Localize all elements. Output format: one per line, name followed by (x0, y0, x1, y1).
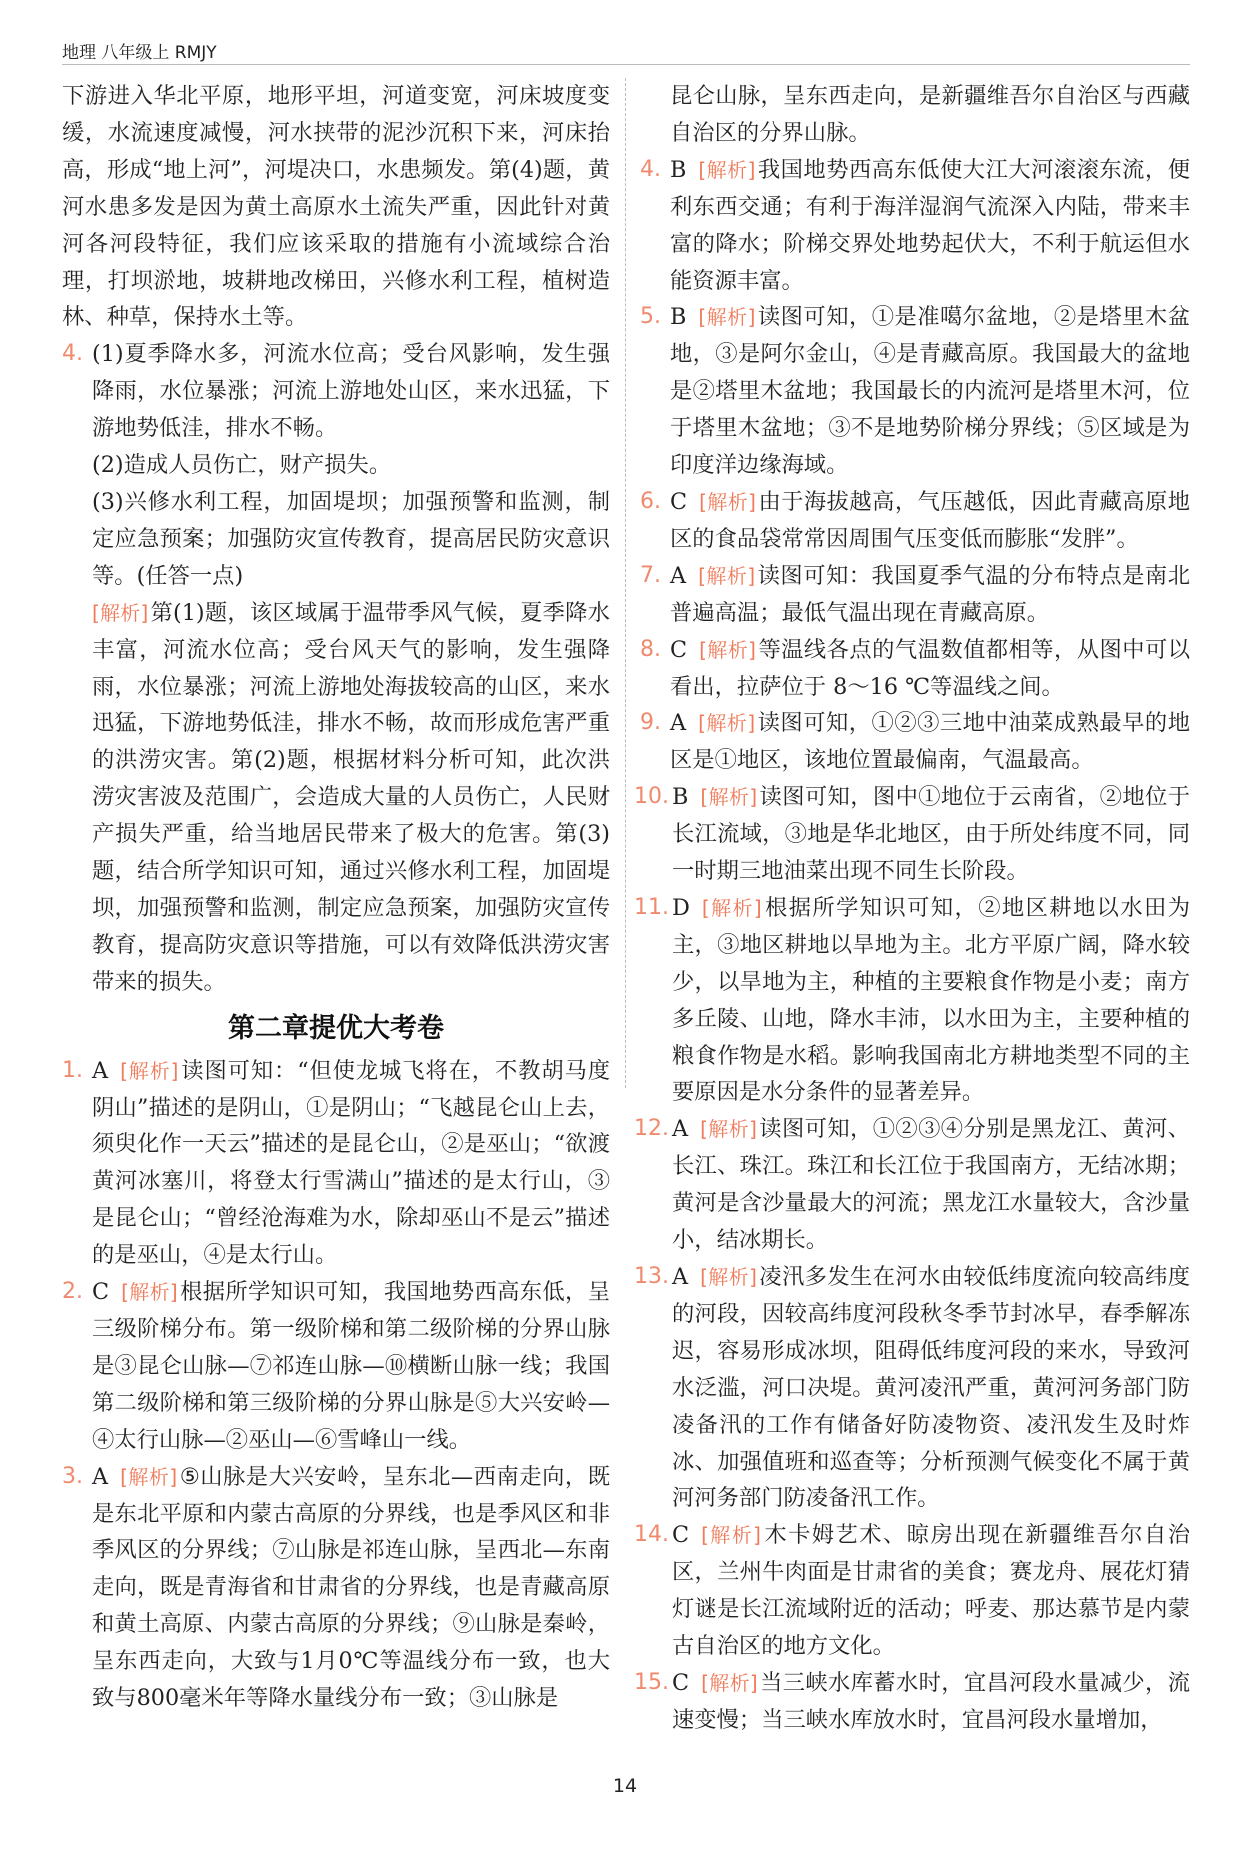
analysis-text: 木卡姆艺术、晾房出现在新疆维吾尔自治区，兰州牛肉面是甘肃省的美食；赛龙舟、展花灯猜灯谜是长江流域附近的活动；呼麦、那达慕节是内蒙古自治区的地方文化。 (672, 1522, 1190, 1660)
analysis-text: 读图可知，①是准噶尔盆地，②是塔里木盆地，③是阿尔金山，④是青藏高原。我国最大的盆地是②塔里木盆地；我国最长的内流河是塔里木河，位于塔里木盆地；③不是地势阶梯分界线；⑤区域是为印度洋边缘海域。 (670, 304, 1190, 479)
analysis-tag: [解析] (698, 711, 756, 736)
item-number: 14. (634, 1522, 669, 1548)
item-number: 5. (640, 304, 661, 330)
answer-item-11 (634, 890, 1190, 1111)
answer-item-14 (634, 1517, 1190, 1665)
answer-letter: C (670, 636, 688, 663)
analysis-text: ⑤山脉是大兴安岭，呈东北—西南走向，既是东北平原和内蒙古高原的分界线，也是季风区和非季风区的分界线；⑦山脉是祁连山脉，呈西北—东南走向，既是青海省和甘肃省的分界线，也是青藏高原和黄土高原、内蒙古高原的分界线；⑨山脉是秦岭，呈东西走向，大致与1月0℃等温线分布一致，也大致与800毫米年等降水量线分布一致；③山脉是 (92, 1463, 610, 1712)
q4-analysis-text: 第(1)题，该区域属于温带季风气候，夏季降水丰富，河流水位高；受台风天气的影响，发生强降雨，水位暴涨；河流上游地处海拔较高的山区，来水迅猛，下游地势低洼，排水不畅，故而形成危害严重的洪涝灾害。第(2)题，根据材料分析可知，此次洪涝灾害波及范围广，会造成大量的人员伤亡，人民财产损失严重，给当地居民带来了极大的危害。第(3)题，结合所学知识可知，通过兴修水利工程，加固堤坝，加强预警和监测，制定应急预案，加强防灾宣传教育，提高防灾意识等措施，可以有效降低洪涝灾害带来的损失。 (92, 599, 610, 995)
item-number: 1. (62, 1057, 83, 1083)
answer-letter: B (672, 784, 689, 811)
answer-letter: B (670, 156, 687, 183)
answer-item-6 (640, 484, 1190, 558)
answer-letter: C (92, 1279, 110, 1306)
analysis-tag: [解析] (698, 157, 756, 182)
analysis-tag: [解析] (701, 1670, 758, 1695)
analysis-text: 当三峡水库蓄水时，宜昌河段水量减少，流速变慢；当三峡水库放水时，宜昌河段水量增加， (672, 1669, 1190, 1733)
analysis-text: 读图可知：“但使龙城飞将在，不教胡马度阴山”描述的是阴山，①是阴山；“飞越昆仑山上去，须臾化作一天云”描述的是昆仑山，②是巫山；“欲渡黄河冰塞川，将登太行雪满山”描述的是太行山，③是昆仑山；“曾经沧海难为水，除却巫山不是云”描述的是巫山，④是太行山。 (92, 1057, 611, 1269)
answer-item-5 (640, 299, 1190, 484)
analysis-text: 等温线各点的气温数值都相等，从图中可以看出，拉萨位于 8～16 ℃等温线之间。 (670, 636, 1190, 700)
analysis-text: 根据所学知识可知，我国地势西高东低，呈三级阶梯分布。第一级阶梯和第二级阶梯的分界山脉是③昆仑山脉—⑦祁连山脉—⑩横断山脉一线；我国第二级阶梯和第三级阶梯的分界山脉是⑤大兴安岭—④太行山脉—②巫山—⑥雪峰山一线。 (92, 1279, 610, 1453)
left-intro-paragraph: 下游进入华北平原，地形平坦，河道变宽，河床坡度变缓，水流速度减慢，河水挟带的泥沙沉积下来，河床抬高，形成“地上河”，河堤决口，水患频发。第(4)题，黄河水患多发是因为黄土高原水土流失严重，因此针对黄河各河段特征，我们应该采取的措施有小流域综合治理，打坝淤地，坡耕地改梯田，兴修水利工程，植树造林、种草，保持水土等。 (62, 83, 610, 331)
answer-item-2 (62, 1274, 610, 1459)
analysis-tag: [解析] (700, 785, 758, 810)
answer-letter: C (670, 488, 688, 515)
q4-part-2: (2)造成人员伤亡，财产损失。 (92, 452, 392, 479)
item-number: 7. (640, 562, 661, 588)
analysis-tag: [解析] (120, 1464, 178, 1489)
analysis-text: 读图可知，①②③④分别是黑龙江、黄河、长江、珠江。珠江和长江位于我国南方，无结冰期；黄河是含沙量最大的河流；黑龙江水量较大，含沙量小，结冰期长。 (672, 1116, 1190, 1254)
answer-letter: C (672, 1669, 690, 1696)
analysis-text: 根据所学知识可知，②地区耕地以水田为主，③地区耕地以旱地为主。北方平原广阔，降水较少，以旱地为主，种植的主要粮食作物是小麦；南方多丘陵、山地，降水丰沛，以水田为主，主要种植的粮食作物是水稻。影响我国南北方耕地类型不同的主要原因是水分条件的显著差异。 (672, 894, 1190, 1106)
analysis-text: 读图可知，图中①地位于云南省，②地位于长江流域，③地是华北地区，由于所处纬度不同，同一时期三地油菜出现不同生长阶段。 (672, 784, 1190, 885)
page-number: 14 (612, 1775, 638, 1797)
item-number: 9. (640, 710, 661, 736)
answer-letter: A (670, 562, 687, 589)
analysis-tag: [解析] (698, 563, 756, 588)
answer-item-3 (62, 1459, 610, 1717)
answer-letter: A (670, 710, 687, 737)
item-number: 15. (634, 1669, 669, 1695)
answer-item-1 (62, 1053, 610, 1274)
item-number: 8. (640, 636, 661, 662)
answer-item-13 (634, 1259, 1190, 1517)
analysis-tag: [解析] (121, 1280, 178, 1305)
item-number: 3. (62, 1463, 83, 1489)
analysis-tag: [解析] (698, 305, 756, 330)
item-number: 4. (640, 156, 661, 182)
analysis-text: 由于海拔越高，气压越低，因此青藏高原地区的食品袋常常因周围气压变低而膨胀“发胖”。 (670, 488, 1190, 552)
item-number: 13. (634, 1264, 669, 1289)
answer-letter: C (672, 1522, 690, 1549)
answer-letter: D (672, 894, 690, 921)
header-rule (62, 64, 1190, 65)
analysis-tag: [解析] (701, 1523, 761, 1548)
answer-letter: A (92, 1463, 109, 1490)
item-number: 12. (634, 1116, 669, 1142)
item-number: 6. (640, 488, 661, 514)
column-divider (625, 78, 627, 1088)
analysis-tag: [解析] (699, 637, 756, 662)
analysis-text: 我国地势西高东低使大江大河滚滚东流，便利东西交通；有利于海洋湿润气流深入内陆，带来丰富的降水；阶梯交界处地势起伏大，不利于航运但水能资源丰富。 (670, 156, 1190, 294)
left-column (62, 78, 610, 1717)
answer-item-15 (634, 1665, 1190, 1739)
answer-item-9 (640, 705, 1190, 779)
analysis-text: 读图可知，①②③三地中油菜成熟最早的地区是①地区，该地位置最偏南，气温最高。 (670, 710, 1190, 774)
answer-letter: A (672, 1264, 689, 1290)
analysis-tag: [解析] (701, 895, 762, 920)
page-header: 地理 八年级上 RMJY (62, 43, 217, 63)
analysis-tag: [解析] (120, 1058, 179, 1083)
section-title: 第二章提优大考卷 (228, 1012, 444, 1044)
answer-item-12 (634, 1111, 1190, 1259)
item-number: 2. (62, 1279, 83, 1305)
answer-item-4-left (62, 336, 610, 1000)
item-number: 4. (62, 341, 83, 367)
answer-letter: B (670, 304, 687, 331)
right-column (634, 78, 1190, 1739)
right-intro-paragraph: 昆仑山脉，呈东西走向，是新疆维吾尔自治区与西藏自治区的分界山脉。 (670, 83, 1190, 146)
item-number: 11. (634, 894, 669, 920)
answer-letter: A (672, 1116, 689, 1143)
item-number: 10. (634, 784, 669, 810)
analysis-text: 读图可知：我国夏季气温的分布特点是南北普遍高温；最低气温出现在青藏高原。 (670, 562, 1190, 626)
q4-analysis (92, 595, 610, 1001)
analysis-tag: [解析] (700, 1265, 757, 1289)
q4-part-3: (3)兴修水利工程，加固堤坝；加强预警和监测，制定应急预案；加强防灾宣传教育，提高居民防灾意识等。(任答一点) (92, 488, 610, 589)
analysis-text: 凌汛多发生在河水由较低纬度流向较高纬度的河段，因较高纬度河段秋冬季节封冰早，春季解冻迟，容易形成冰坝，阻碍低纬度河段的来水，导致河水泛滥，河口决堤。黄河凌汛严重，黄河河务部门防凌备汛的工作有储备好防凌物资、凌汛发生及时炸冰、加强值班和巡查等；分析预测气候变化不属于黄河河务部门防凌备汛工作。 (672, 1264, 1190, 1512)
answer-letter: A (92, 1057, 109, 1084)
analysis-tag: [解析] (699, 489, 756, 514)
answer-item-10 (634, 779, 1190, 890)
answer-item-4 (640, 152, 1190, 300)
analysis-tag: [解析] (92, 600, 149, 625)
q4-part-1: (1)夏季降水多，河流水位高；受台风影响，发生强降雨，水位暴涨；河流上游地处山区，来水迅猛，下游地势低洼，排水不畅。 (92, 341, 610, 442)
answer-item-8 (640, 632, 1190, 706)
answer-item-7 (640, 558, 1190, 632)
analysis-tag: [解析] (700, 1117, 757, 1142)
